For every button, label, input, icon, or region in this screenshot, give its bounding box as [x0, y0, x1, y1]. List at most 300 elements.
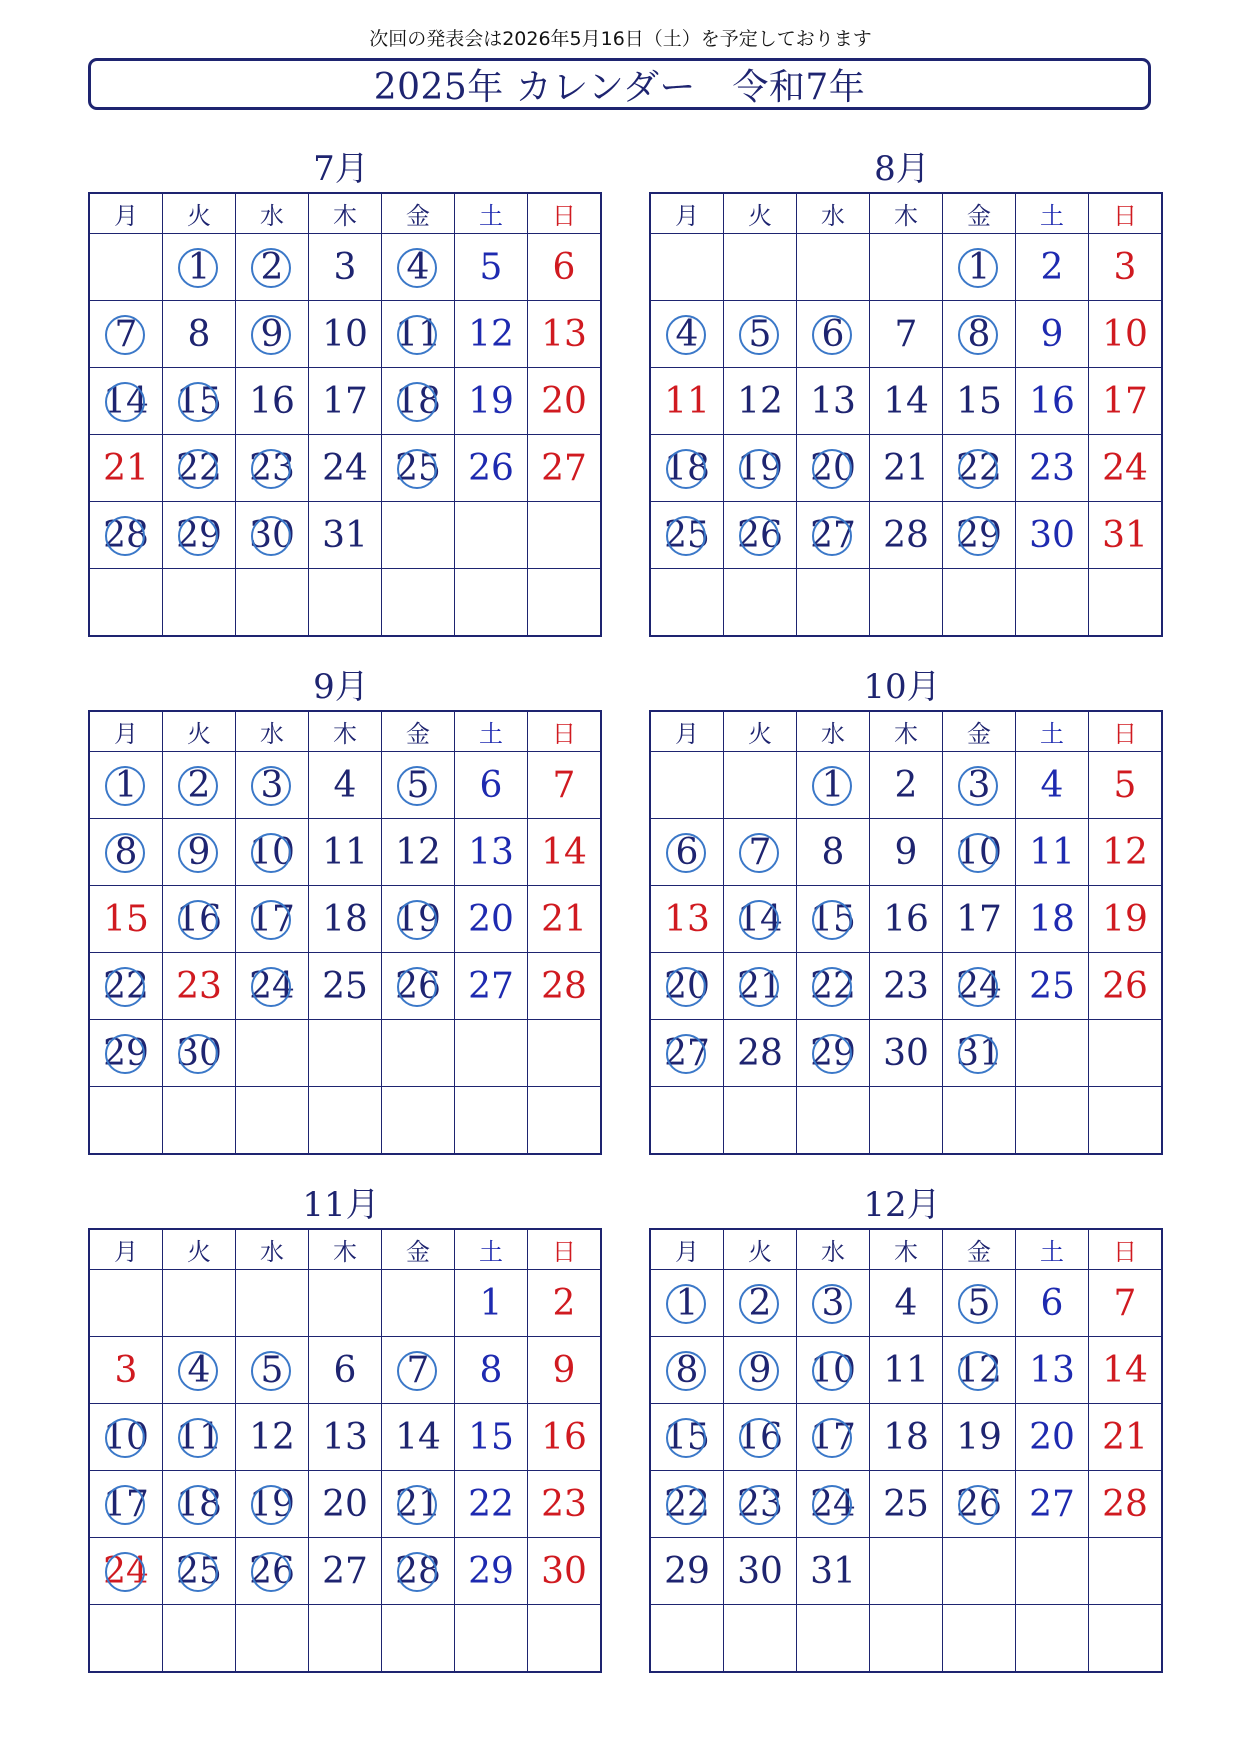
day-cell	[1089, 1337, 1163, 1404]
day-cell	[797, 502, 870, 569]
day-cell	[236, 1337, 309, 1404]
day-cell	[1089, 1270, 1163, 1337]
empty-cell	[1016, 1538, 1089, 1605]
day-number-circled: 18	[176, 1483, 222, 1525]
day-cell	[382, 1538, 455, 1605]
month-title: 8月	[874, 149, 930, 189]
weekday-header: 水	[797, 193, 870, 234]
weekday-header-row	[650, 1229, 1162, 1270]
weekday-header: 金	[943, 711, 1016, 752]
day-cell	[382, 435, 455, 502]
day-number-circled: 22	[956, 447, 1002, 489]
day-cell	[89, 435, 163, 502]
day-number-circled: 24	[956, 965, 1002, 1007]
day-number: 6	[552, 246, 576, 288]
empty-cell	[797, 1087, 870, 1155]
day-number: 17	[956, 898, 1002, 940]
day-cell	[236, 953, 309, 1020]
day-cell	[309, 502, 382, 569]
day-number: 28	[737, 1032, 783, 1074]
day-number: 23	[541, 1483, 587, 1525]
day-number: 27	[1029, 1483, 1075, 1525]
day-number: 31	[322, 514, 368, 556]
day-cell	[309, 368, 382, 435]
day-cell	[650, 368, 724, 435]
empty-cell	[455, 1020, 528, 1087]
day-number: 28	[1102, 1483, 1148, 1525]
day-number: 13	[664, 898, 710, 940]
week-row	[650, 819, 1162, 886]
day-cell	[797, 886, 870, 953]
day-cell	[797, 435, 870, 502]
empty-cell	[528, 1605, 602, 1673]
day-number-circled: 8	[114, 831, 138, 873]
day-number: 29	[468, 1550, 514, 1592]
weekday-header: 水	[236, 711, 309, 752]
day-cell	[870, 1337, 943, 1404]
day-cell	[89, 1538, 163, 1605]
day-number-circled: 3	[967, 764, 991, 806]
day-number-circled: 5	[748, 313, 772, 355]
empty-cell	[309, 1605, 382, 1673]
week-row	[89, 368, 601, 435]
day-cell	[724, 886, 797, 953]
day-cell	[455, 1471, 528, 1538]
day-number-circled: 3	[821, 1282, 845, 1324]
day-number: 2	[1040, 246, 1064, 288]
empty-cell	[309, 1020, 382, 1087]
day-number-circled: 4	[406, 246, 430, 288]
day-cell	[943, 1337, 1016, 1404]
day-number: 30	[1029, 514, 1075, 556]
day-number-circled: 24	[810, 1483, 856, 1525]
day-cell	[163, 752, 236, 819]
day-cell	[163, 435, 236, 502]
empty-cell	[89, 569, 163, 637]
empty-cell	[943, 1605, 1016, 1673]
day-cell	[236, 886, 309, 953]
week-row	[89, 569, 601, 637]
day-number: 12	[249, 1416, 295, 1458]
day-number-circled: 19	[737, 447, 783, 489]
weekday-header: 金	[943, 193, 1016, 234]
week-row	[89, 1270, 601, 1337]
empty-cell	[1089, 1087, 1163, 1155]
empty-cell	[1089, 1020, 1163, 1087]
day-number-circled: 10	[956, 831, 1002, 873]
day-cell	[797, 1270, 870, 1337]
day-number: 1	[479, 1282, 503, 1324]
day-number: 8	[821, 831, 845, 873]
day-cell	[455, 1538, 528, 1605]
weekday-header-row	[650, 711, 1162, 752]
day-cell	[528, 234, 602, 301]
day-number-circled: 8	[675, 1349, 699, 1391]
day-cell	[1016, 1270, 1089, 1337]
day-cell	[528, 752, 602, 819]
day-number-circled: 7	[406, 1349, 430, 1391]
day-cell	[309, 1404, 382, 1471]
day-cell	[455, 1337, 528, 1404]
empty-cell	[943, 569, 1016, 637]
day-number-circled: 27	[664, 1032, 710, 1074]
day-cell	[455, 234, 528, 301]
month-table	[88, 192, 602, 637]
week-row	[650, 234, 1162, 301]
day-number: 26	[468, 447, 514, 489]
day-number: 17	[322, 380, 368, 422]
weekday-header: 木	[870, 193, 943, 234]
day-cell	[455, 435, 528, 502]
day-cell	[797, 368, 870, 435]
day-cell	[797, 1020, 870, 1087]
day-cell	[163, 502, 236, 569]
day-cell	[724, 301, 797, 368]
day-number: 13	[322, 1416, 368, 1458]
day-number-circled: 16	[737, 1416, 783, 1458]
day-number: 9	[552, 1349, 576, 1391]
day-number: 30	[883, 1032, 929, 1074]
day-cell	[309, 953, 382, 1020]
empty-cell	[1016, 569, 1089, 637]
day-cell	[382, 819, 455, 886]
day-number-circled: 15	[810, 898, 856, 940]
page-title-text: 2025年 カレンダー 令和7年	[373, 66, 866, 108]
day-number-circled: 23	[249, 447, 295, 489]
weekday-header: 木	[309, 193, 382, 234]
month-table	[649, 192, 1163, 637]
day-cell	[163, 1471, 236, 1538]
day-number-circled: 6	[821, 313, 845, 355]
empty-cell	[797, 569, 870, 637]
day-number: 13	[541, 313, 587, 355]
day-number-circled: 26	[737, 514, 783, 556]
day-number-circled: 17	[810, 1416, 856, 1458]
week-row	[650, 752, 1162, 819]
weekday-header: 月	[650, 711, 724, 752]
day-cell	[1089, 234, 1163, 301]
week-row	[650, 301, 1162, 368]
month-title: 9月	[313, 667, 369, 707]
day-cell	[724, 1337, 797, 1404]
day-number: 3	[114, 1349, 138, 1391]
day-cell	[724, 502, 797, 569]
day-number: 23	[883, 965, 929, 1007]
day-cell	[1016, 886, 1089, 953]
day-cell	[1089, 502, 1163, 569]
week-row	[650, 1087, 1162, 1155]
day-cell	[870, 1404, 943, 1471]
day-cell	[163, 819, 236, 886]
day-number-circled: 12	[956, 1349, 1002, 1391]
empty-cell	[1089, 1538, 1163, 1605]
day-number: 12	[1102, 831, 1148, 873]
day-number-circled: 2	[748, 1282, 772, 1324]
day-cell	[455, 886, 528, 953]
day-number-circled: 4	[187, 1349, 211, 1391]
empty-cell	[89, 1087, 163, 1155]
day-number: 13	[810, 380, 856, 422]
day-cell	[1089, 953, 1163, 1020]
day-cell	[236, 435, 309, 502]
week-row	[650, 368, 1162, 435]
day-number: 21	[883, 447, 929, 489]
day-cell	[1089, 1404, 1163, 1471]
day-cell	[650, 1538, 724, 1605]
day-number: 25	[883, 1483, 929, 1525]
week-row	[89, 953, 601, 1020]
day-number: 26	[1102, 965, 1148, 1007]
day-cell	[650, 1337, 724, 1404]
empty-cell	[870, 1538, 943, 1605]
day-number: 16	[541, 1416, 587, 1458]
day-number: 21	[541, 898, 587, 940]
day-cell	[455, 301, 528, 368]
day-cell	[89, 819, 163, 886]
day-cell	[309, 1471, 382, 1538]
weekday-header-row	[89, 711, 601, 752]
day-number-circled: 22	[103, 965, 149, 1007]
day-cell	[382, 1337, 455, 1404]
day-number: 18	[1029, 898, 1075, 940]
empty-cell	[89, 1605, 163, 1673]
week-row	[89, 502, 601, 569]
weekday-header: 火	[163, 1229, 236, 1270]
day-cell	[382, 234, 455, 301]
day-cell	[724, 1404, 797, 1471]
day-number-circled: 28	[395, 1550, 441, 1592]
weekday-header: 火	[724, 193, 797, 234]
weekday-header: 水	[797, 1229, 870, 1270]
day-cell	[528, 1404, 602, 1471]
day-number-circled: 24	[249, 965, 295, 1007]
day-number: 19	[1102, 898, 1148, 940]
empty-cell	[797, 234, 870, 301]
weekday-header: 月	[650, 193, 724, 234]
day-cell	[89, 1404, 163, 1471]
month-title: 10月	[863, 667, 941, 707]
day-number-circled: 1	[821, 764, 845, 806]
notice-text: 次回の発表会は2026年5月16日（土）を予定しております	[369, 28, 872, 50]
day-number: 27	[322, 1550, 368, 1592]
page-title	[88, 58, 1151, 110]
day-number-circled: 18	[664, 447, 710, 489]
day-number: 16	[249, 380, 295, 422]
day-number-circled: 15	[664, 1416, 710, 1458]
week-row	[650, 886, 1162, 953]
day-cell	[650, 886, 724, 953]
empty-cell	[650, 752, 724, 819]
day-number-circled: 29	[103, 1032, 149, 1074]
day-number-circled: 9	[260, 313, 284, 355]
day-number-circled: 26	[956, 1483, 1002, 1525]
day-number-circled: 22	[810, 965, 856, 1007]
empty-cell	[870, 234, 943, 301]
day-cell	[724, 1471, 797, 1538]
week-row	[89, 435, 601, 502]
day-cell	[528, 1538, 602, 1605]
day-number: 13	[468, 831, 514, 873]
day-cell	[870, 1020, 943, 1087]
week-row	[650, 953, 1162, 1020]
day-cell	[89, 752, 163, 819]
empty-cell	[89, 234, 163, 301]
day-cell	[528, 368, 602, 435]
day-cell	[236, 1404, 309, 1471]
empty-cell	[1016, 1605, 1089, 1673]
day-cell	[943, 368, 1016, 435]
day-cell	[943, 886, 1016, 953]
day-number: 19	[956, 1416, 1002, 1458]
day-number: 30	[737, 1550, 783, 1592]
weekday-header: 月	[89, 1229, 163, 1270]
day-number-circled: 23	[737, 1483, 783, 1525]
day-number: 8	[479, 1349, 503, 1391]
day-cell	[309, 1337, 382, 1404]
day-number: 12	[737, 380, 783, 422]
weekday-header: 水	[236, 193, 309, 234]
empty-cell	[870, 569, 943, 637]
day-number: 20	[541, 380, 587, 422]
month-title: 11月	[302, 1185, 380, 1225]
month-table	[88, 710, 602, 1155]
weekday-header: 火	[163, 711, 236, 752]
empty-cell	[943, 1087, 1016, 1155]
empty-cell	[528, 569, 602, 637]
day-cell	[724, 1538, 797, 1605]
day-number: 6	[1040, 1282, 1064, 1324]
weekday-header-row	[89, 1229, 601, 1270]
day-cell	[309, 301, 382, 368]
empty-cell	[650, 1605, 724, 1673]
day-cell	[455, 953, 528, 1020]
empty-cell	[1016, 1020, 1089, 1087]
day-cell	[89, 368, 163, 435]
day-number: 30	[541, 1550, 587, 1592]
day-cell	[236, 819, 309, 886]
empty-cell	[382, 1270, 455, 1337]
day-cell	[455, 819, 528, 886]
month-table	[88, 1228, 602, 1673]
day-cell	[870, 886, 943, 953]
day-number: 7	[552, 764, 576, 806]
day-number-circled: 22	[664, 1483, 710, 1525]
weekday-header: 日	[1089, 711, 1163, 752]
week-row	[650, 1270, 1162, 1337]
day-number-circled: 11	[176, 1416, 222, 1458]
week-row	[89, 1404, 601, 1471]
empty-cell	[724, 234, 797, 301]
empty-cell	[236, 1087, 309, 1155]
day-number-circled: 14	[103, 380, 149, 422]
day-cell	[724, 953, 797, 1020]
week-row	[650, 1538, 1162, 1605]
day-cell	[455, 1404, 528, 1471]
weekday-header: 木	[309, 1229, 382, 1270]
empty-cell	[1089, 569, 1163, 637]
day-number-circled: 25	[664, 514, 710, 556]
day-cell	[163, 234, 236, 301]
day-cell	[236, 1538, 309, 1605]
day-cell	[870, 819, 943, 886]
weekday-header: 金	[382, 711, 455, 752]
day-number-circled: 1	[967, 246, 991, 288]
day-cell	[163, 1020, 236, 1087]
day-number-circled: 29	[956, 514, 1002, 556]
weekday-header: 火	[163, 193, 236, 234]
day-cell	[528, 1337, 602, 1404]
month-calendar	[88, 147, 594, 637]
week-row	[650, 569, 1162, 637]
day-cell	[1089, 819, 1163, 886]
empty-cell	[724, 569, 797, 637]
empty-cell	[724, 752, 797, 819]
day-cell	[943, 1270, 1016, 1337]
week-row	[89, 1087, 601, 1155]
day-cell	[89, 502, 163, 569]
day-number: 28	[883, 514, 929, 556]
day-number-circled: 21	[737, 965, 783, 1007]
week-row	[89, 1471, 601, 1538]
day-number: 16	[883, 898, 929, 940]
day-number: 11	[322, 831, 368, 873]
month-table	[649, 1228, 1163, 1673]
day-number-circled: 29	[176, 514, 222, 556]
day-cell	[236, 301, 309, 368]
day-number: 24	[322, 447, 368, 489]
empty-cell	[382, 1020, 455, 1087]
day-number-circled: 22	[176, 447, 222, 489]
weekday-header: 日	[1089, 1229, 1163, 1270]
day-number-circled: 10	[810, 1349, 856, 1391]
empty-cell	[650, 569, 724, 637]
week-row	[650, 1404, 1162, 1471]
weekday-header: 土	[455, 193, 528, 234]
empty-cell	[455, 1605, 528, 1673]
empty-cell	[236, 569, 309, 637]
day-cell	[528, 1471, 602, 1538]
day-cell	[382, 301, 455, 368]
day-number: 14	[541, 831, 587, 873]
day-cell	[870, 435, 943, 502]
day-cell	[650, 435, 724, 502]
weekday-header: 金	[943, 1229, 1016, 1270]
day-number: 4	[333, 764, 357, 806]
day-number: 15	[103, 898, 149, 940]
day-cell	[528, 886, 602, 953]
day-number: 2	[894, 764, 918, 806]
day-cell	[724, 1270, 797, 1337]
day-number: 10	[1102, 313, 1148, 355]
day-number-circled: 24	[103, 1550, 149, 1592]
weekday-header: 月	[89, 193, 163, 234]
day-cell	[943, 752, 1016, 819]
day-number-circled: 5	[260, 1349, 284, 1391]
week-row	[89, 752, 601, 819]
day-number-circled: 26	[249, 1550, 295, 1592]
day-number-circled: 2	[187, 764, 211, 806]
day-number: 23	[176, 965, 222, 1007]
day-number: 4	[894, 1282, 918, 1324]
day-cell	[89, 1471, 163, 1538]
day-cell	[1089, 886, 1163, 953]
day-number: 27	[541, 447, 587, 489]
empty-cell	[382, 569, 455, 637]
empty-cell	[163, 1605, 236, 1673]
day-cell	[382, 886, 455, 953]
day-cell	[650, 819, 724, 886]
day-number: 2	[552, 1282, 576, 1324]
